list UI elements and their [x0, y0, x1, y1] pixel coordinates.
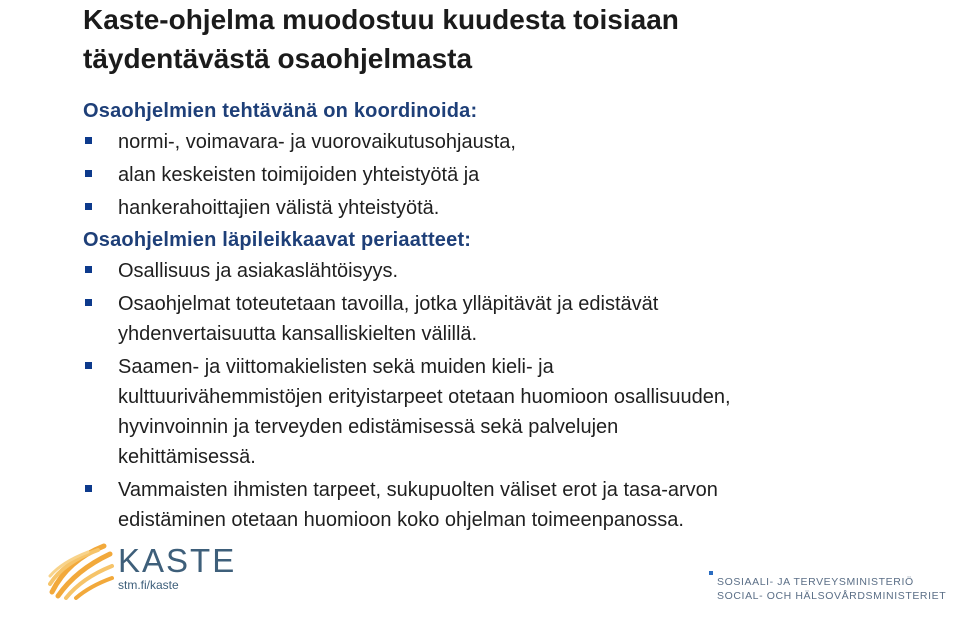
list-item-text: kehittämisessä.	[118, 446, 256, 468]
square-bullet-icon	[85, 170, 92, 177]
square-bullet-icon	[85, 299, 92, 306]
coordination-list	[83, 127, 943, 223]
list-item-text: kulttuurivähemmistöjen erityistarpeet otetaan huomioon osallisuuden,	[118, 386, 731, 408]
square-bullet-icon	[85, 485, 92, 492]
list-item	[83, 160, 943, 190]
slide-title-line-1: Kaste-ohjelma muodostuu kuudesta toisiaan	[83, 4, 679, 35]
section-heading-coordination: Osaohjelmien tehtävänä on koordinoida:	[83, 100, 478, 122]
list-item	[83, 193, 943, 223]
list-item	[83, 352, 943, 472]
list-item	[83, 475, 943, 535]
section-heading-principles: Osaohjelmien läpileikkaavat periaatteet:	[83, 229, 472, 251]
kaste-wordmark: KASTE	[118, 542, 237, 579]
kaste-logo	[48, 540, 248, 600]
slide-title	[83, 0, 679, 78]
list-item	[83, 289, 943, 349]
list-item-text: Vammaisten ihmisten tarpeet, sukupuolten väliset erot ja tasa-arvon	[118, 479, 718, 501]
list-item-text: Osallisuus ja asiakaslähtöisyys.	[118, 260, 399, 282]
slide-title-line-2: täydentävästä osaohjelmasta	[83, 43, 473, 74]
list-item-text: Saamen- ja viittomakielisten sekä muiden kieli- ja	[118, 356, 554, 378]
square-bullet-icon	[85, 137, 92, 144]
ministry-dot-icon	[709, 571, 713, 575]
list-item-text: hyvinvoinnin ja terveyden edistämisessä sekä palvelujen	[118, 416, 619, 438]
list-item	[83, 127, 943, 157]
kaste-url: stm.fi/kaste	[118, 578, 179, 592]
square-bullet-icon	[85, 203, 92, 210]
ministry-name-finnish: SOSIAALI- JA TERVEYSMINISTERIÖ	[717, 576, 914, 588]
list-item	[83, 256, 943, 286]
list-item-text: normi-, voimavara- ja vuorovaikutusohjausta,	[118, 131, 516, 153]
ministry-name-swedish: SOCIAL- OCH HÄLSOVÅRDSMINISTERIET	[717, 590, 947, 602]
sun-rays-logo-icon	[48, 540, 114, 600]
principles-list	[83, 256, 943, 535]
square-bullet-icon	[85, 362, 92, 369]
ministry-logo	[708, 568, 948, 608]
list-item-text: yhdenvertaisuutta kansalliskielten välillä.	[118, 323, 478, 345]
list-item-text: hankerahoittajien välistä yhteistyötä.	[118, 197, 440, 219]
list-item-text: Osaohjelmat toteutetaan tavoilla, jotka ylläpitävät ja edistävät	[118, 293, 659, 315]
list-item-text: alan keskeisten toimijoiden yhteistyötä ja	[118, 164, 480, 186]
square-bullet-icon	[85, 266, 92, 273]
slide-content	[83, 97, 943, 538]
list-item-text: edistäminen otetaan huomioon koko ohjelman toimeenpanossa.	[118, 509, 684, 531]
